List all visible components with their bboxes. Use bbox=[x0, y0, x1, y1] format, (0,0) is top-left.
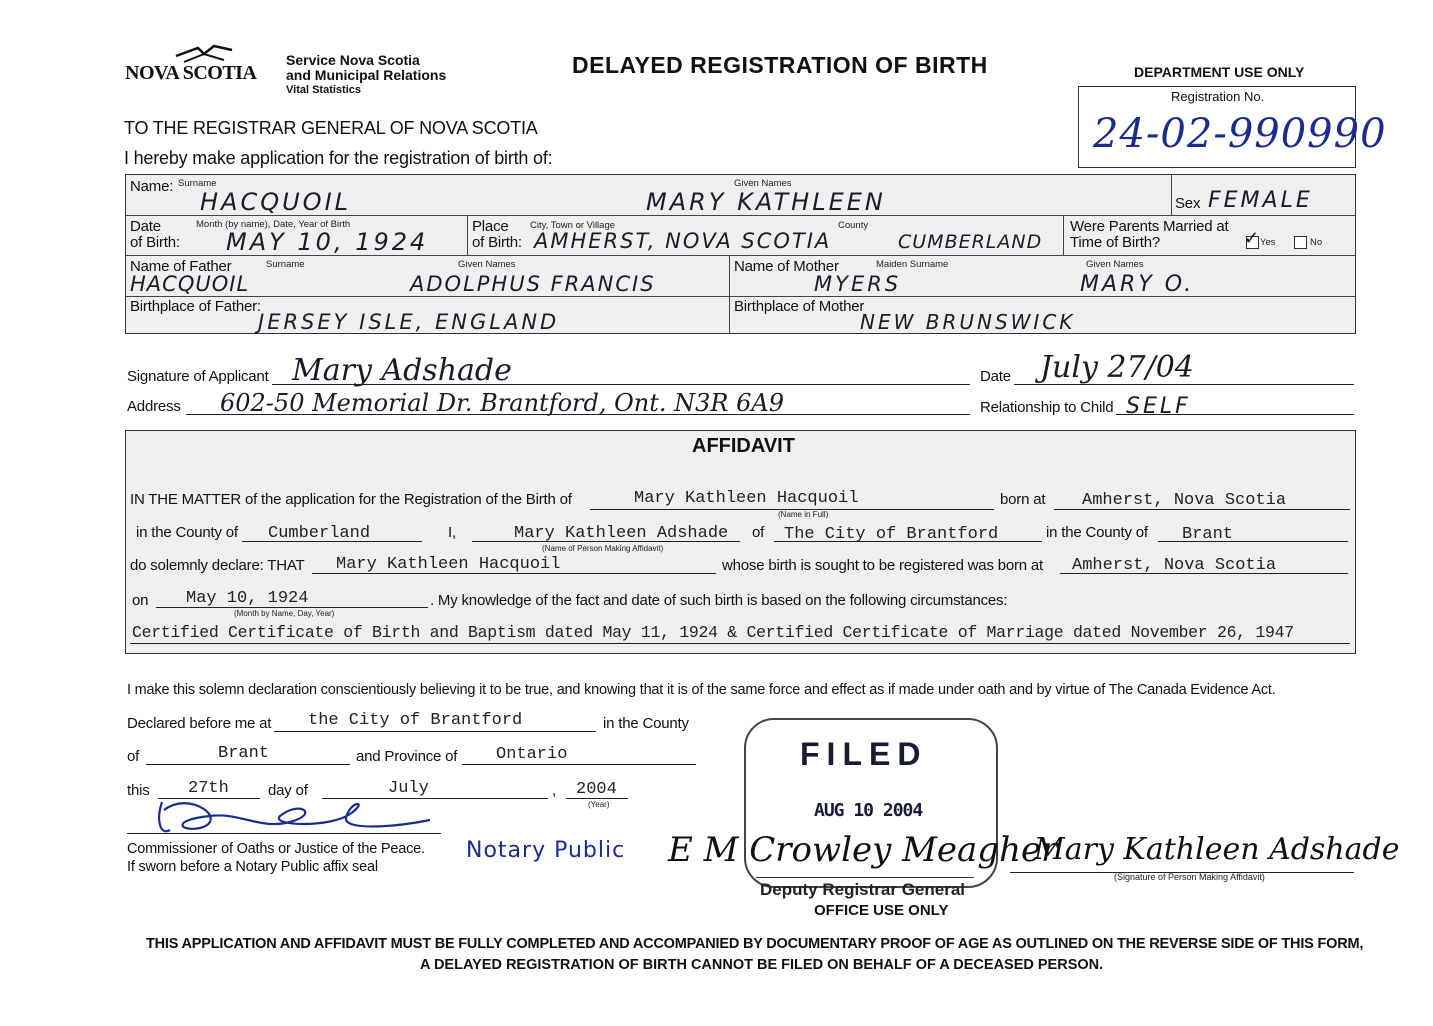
form-title: DELAYED REGISTRATION OF BIRTH bbox=[572, 52, 988, 78]
notary-public-note: Notary Public bbox=[466, 838, 626, 863]
aff-county-label: in the County of bbox=[136, 524, 238, 541]
aff-date-sublabel: (Month by Name, Day, Year) bbox=[234, 609, 335, 618]
department-name bbox=[286, 53, 446, 98]
mother-cell bbox=[730, 256, 1356, 333]
place-label-1: Place bbox=[472, 218, 509, 235]
address-label: Address bbox=[127, 398, 181, 415]
commissioner-signature bbox=[150, 780, 440, 840]
aff-of-label: of bbox=[752, 524, 765, 541]
applicant-date: July 27/04 bbox=[1040, 350, 1194, 385]
county-value: CUMBERLAND bbox=[898, 231, 1043, 253]
aff-birth-place: Amherst, Nova Scotia bbox=[1082, 491, 1287, 510]
sex-cell bbox=[1172, 175, 1356, 216]
affiant-signature-sublabel: (Signature of Person Making Affidavit) bbox=[1114, 872, 1265, 882]
comma: , bbox=[552, 782, 556, 799]
affiant-signature: Mary Kathleen Adshade bbox=[1034, 832, 1400, 867]
declared-before-value: the City of Brantford bbox=[308, 711, 523, 730]
nova-scotia-logo bbox=[122, 42, 272, 86]
aff-name-sublabel: (Name in Full) bbox=[778, 510, 829, 519]
footer-line-2: A DELAYED REGISTRATION OF BIRTH CANNOT BE FILED ON BEHALF OF A DECEASED PERSON. bbox=[420, 957, 1104, 973]
declaration-text: I make this solemn declaration conscientiously believing it to be true, and knowing that it is of the same force and effect as if made under oath and by virtue of The Canada Evidence Act. bbox=[127, 682, 1276, 698]
filed-text: FILED bbox=[800, 736, 928, 772]
of-label: of bbox=[127, 748, 140, 765]
province-label: and Province of bbox=[356, 748, 458, 765]
checkmark-icon: ✓ bbox=[1244, 228, 1260, 248]
father-surname-value: HACQUOIL bbox=[130, 272, 250, 296]
place-value: AMHERST, NOVA SCOTIA bbox=[534, 229, 832, 253]
declared-county-value: Brant bbox=[218, 744, 270, 763]
parents-married-cell bbox=[1064, 216, 1356, 256]
place-label-2: of Birth: bbox=[472, 234, 522, 251]
surname-sublabel: Surname bbox=[178, 178, 217, 189]
relationship-label: Relationship to Child bbox=[980, 399, 1114, 416]
place-of-birth-cell bbox=[468, 216, 1064, 256]
year-value: 2004 bbox=[576, 780, 617, 799]
aff-declare-name: Mary Kathleen Hacquoil bbox=[336, 555, 561, 574]
date-of-birth-cell bbox=[126, 216, 468, 256]
aff-county2: Brant bbox=[1182, 525, 1234, 544]
dept-line-2: and Municipal Relations bbox=[286, 67, 447, 83]
father-birthplace-value: JERSEY ISLE, ENGLAND bbox=[258, 310, 560, 334]
father-label: Name of Father bbox=[130, 258, 232, 275]
father-cell bbox=[126, 256, 730, 333]
dob-label-1: Date bbox=[130, 218, 161, 235]
deputy-registrar-label: Deputy Registrar General bbox=[760, 880, 966, 899]
aff-of-place: The City of Brantford bbox=[784, 525, 999, 544]
mother-maiden-sublabel: Maiden Surname bbox=[876, 259, 949, 270]
no-label: No bbox=[1310, 237, 1323, 248]
given-names-sublabel: Given Names bbox=[734, 178, 792, 189]
department-use-label: DEPARTMENT USE ONLY bbox=[1134, 64, 1305, 80]
footer-line-1: THIS APPLICATION AND AFFIDAVIT MUST BE FULLY COMPLETED AND ACCOMPANIED BY DOCUMENTARY PROOF OF AGE AS OUTLINED ON THE REVERSE SIDE OF THIS FORM, bbox=[146, 936, 1364, 952]
given-names-value: MARY KATHLEEN bbox=[646, 188, 886, 216]
aff-declare-place: Amherst, Nova Scotia bbox=[1072, 556, 1277, 575]
aff-on-label: on bbox=[132, 592, 149, 609]
aff-county: Cumberland bbox=[268, 524, 371, 543]
married-label-1: Were Parents Married at bbox=[1070, 218, 1229, 235]
this-label: this bbox=[127, 782, 150, 799]
commissioner-label-1: Commissioner of Oaths or Justice of the Peace. bbox=[127, 841, 425, 857]
mother-birthplace-label: Birthplace of Mother bbox=[734, 298, 865, 315]
intro-line-2: I hereby make application for the registration of birth of: bbox=[124, 148, 553, 168]
aff-born-at-label: born at bbox=[1000, 491, 1046, 508]
sex-label: Sex bbox=[1175, 195, 1201, 212]
registration-number: 24-02-990990 bbox=[1093, 111, 1387, 157]
in-the-county-label: in the County bbox=[603, 715, 689, 732]
day-value: 27th bbox=[188, 779, 229, 798]
aff-circumstances: Certified Certificate of Birth and Baptism dated May 11, 1924 & Certified Certificate of Marriage dated November 26, 1947 bbox=[132, 623, 1294, 642]
declared-before-label: Declared before me at bbox=[127, 715, 272, 732]
no-checkbox[interactable] bbox=[1294, 236, 1307, 249]
name-cell bbox=[126, 175, 1172, 216]
mother-birthplace-value: NEW BRUNSWICK bbox=[860, 310, 1076, 334]
sex-value: FEMALE bbox=[1208, 188, 1313, 213]
married-label-2: Time of Birth? bbox=[1070, 234, 1161, 251]
dob-sublabel: Month (by name), Date, Year of Birth bbox=[196, 219, 351, 230]
intro-line-1: TO THE REGISTRAR GENERAL OF NOVA SCOTIA bbox=[124, 118, 538, 138]
relationship-value: SELF bbox=[1126, 394, 1191, 419]
registration-number-box bbox=[1078, 86, 1387, 168]
aff-knowledge-text: . My knowledge of the fact and date of such birth is based on the following circumstances: bbox=[430, 592, 1008, 609]
dob-label-2: of Birth: bbox=[130, 234, 180, 251]
filed-date: AUG 10 2004 bbox=[814, 800, 923, 821]
father-birthplace-label: Birthplace of Father: bbox=[130, 298, 261, 315]
month-value: July bbox=[388, 779, 429, 798]
mother-given-sublabel: Given Names bbox=[1086, 259, 1144, 270]
birth-details-form bbox=[125, 174, 1356, 334]
date-label: Date bbox=[980, 368, 1011, 385]
address-value: 602-50 Memorial Dr. Brantford, Ont. N3R 6A9 bbox=[220, 389, 784, 417]
aff-birth-name: Mary Kathleen Hacquoil bbox=[634, 489, 859, 508]
aff-affiant-name: Mary Kathleen Adshade bbox=[514, 524, 729, 543]
stamp-underline bbox=[756, 877, 974, 878]
affidavit-box bbox=[125, 430, 1356, 654]
commissioner-label-2: If sworn before a Notary Public affix seal bbox=[127, 859, 378, 875]
mother-given-value: MARY O. bbox=[1080, 272, 1195, 297]
province-value: Ontario bbox=[496, 745, 568, 764]
registration-number-label: Registration No. bbox=[1171, 89, 1265, 104]
dept-line-1: Service Nova Scotia bbox=[286, 52, 420, 68]
year-sublabel: (Year) bbox=[588, 800, 610, 809]
father-given-sublabel: Given Names bbox=[458, 259, 516, 270]
county-sublabel: County bbox=[838, 220, 869, 231]
day-of-label: day of bbox=[268, 782, 308, 799]
mother-surname-value: MYERS bbox=[814, 272, 902, 296]
aff-birth-date: May 10, 1924 bbox=[186, 589, 309, 608]
aff-county2-label: in the County of bbox=[1046, 524, 1148, 541]
father-surname-sublabel: Surname bbox=[266, 259, 305, 270]
name-label: Name: bbox=[130, 178, 174, 195]
aff-whose-birth-label: whose birth is sought to be registered was born at bbox=[722, 557, 1044, 574]
applicant-signature-label: Signature of Applicant bbox=[127, 368, 269, 385]
father-given-value: ADOLPHUS FRANCIS bbox=[410, 272, 656, 296]
applicant-signature: Mary Adshade bbox=[292, 353, 512, 388]
dept-line-3: Vital Statistics bbox=[286, 84, 361, 96]
mother-label: Name of Mother bbox=[734, 258, 839, 275]
yes-label: Yes bbox=[1260, 237, 1276, 248]
aff-i-label: I, bbox=[448, 524, 456, 541]
surname-value: HACQUOIL bbox=[200, 188, 352, 216]
dob-value: MAY 10, 1924 bbox=[226, 228, 429, 256]
deputy-registrar-signature: E M Crowley Meagher bbox=[668, 830, 1058, 870]
aff-line1-text: IN THE MATTER of the application for the Registration of the Birth of bbox=[130, 491, 572, 508]
affidavit-title: AFFIDAVIT bbox=[692, 435, 795, 457]
aff-affiant-sublabel: (Name of Person Making Affidavit) bbox=[542, 544, 664, 553]
aff-declare-label: do solemnly declare: THAT bbox=[130, 557, 305, 574]
office-use-label: OFFICE USE ONLY bbox=[814, 902, 949, 919]
place-sublabel: City, Town or Village bbox=[530, 220, 616, 231]
logo-text: NOVA SCOTIA bbox=[125, 62, 257, 84]
